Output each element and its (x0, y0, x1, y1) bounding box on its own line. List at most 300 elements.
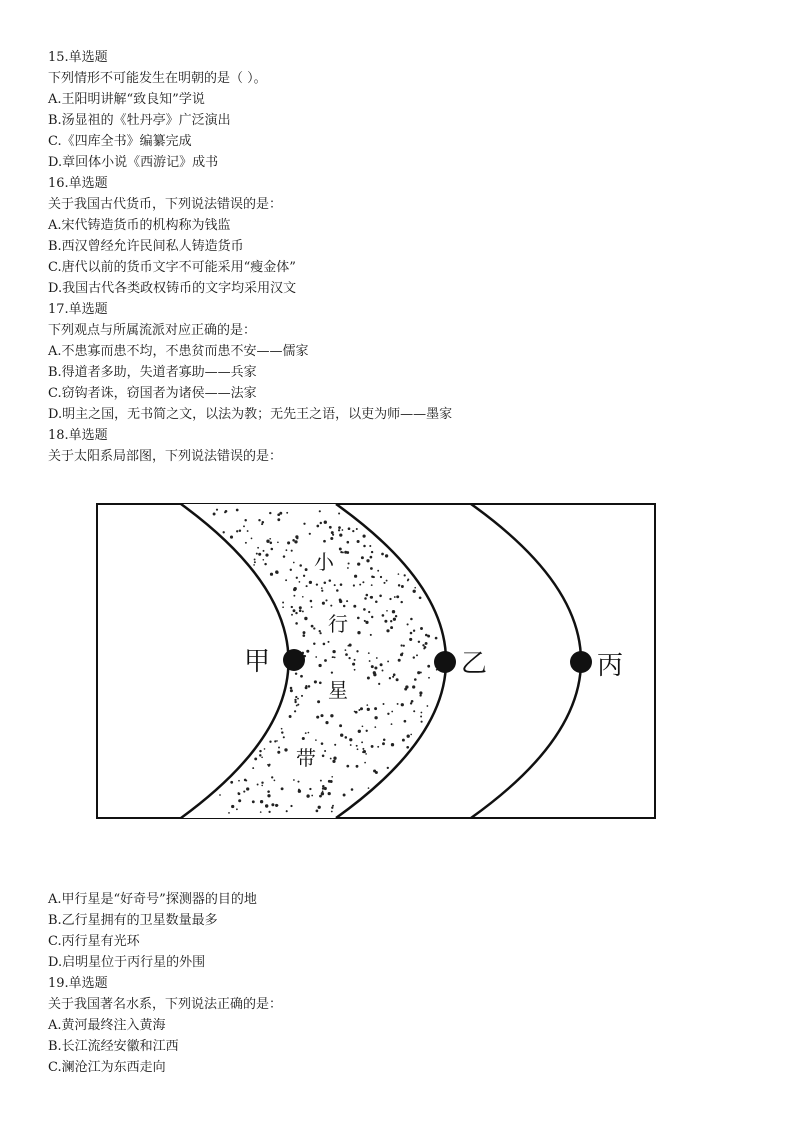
asteroid-dot (330, 780, 333, 783)
asteroid-dot (331, 811, 333, 813)
asteroid-dot (309, 788, 311, 790)
asteroid-dot (302, 596, 304, 598)
asteroid-dot (339, 548, 342, 551)
asteroid-dot (425, 642, 428, 645)
asteroid-dot (420, 716, 422, 718)
asteroid-dot (353, 584, 355, 586)
asteroid-dot (311, 795, 313, 797)
asteroid-dot (365, 753, 367, 755)
asteroid-dot (271, 776, 273, 778)
asteroid-dot (379, 595, 382, 598)
asteroid-dot (276, 571, 279, 574)
asteroid-dot (339, 533, 342, 536)
asteroid-dot (386, 629, 389, 632)
asteroid-dot (319, 510, 321, 512)
asteroid-dot (262, 559, 264, 561)
asteroid-dot (259, 754, 261, 756)
question-18-stem: 关于太阳系局部图，下列说法错误的是： (48, 449, 283, 464)
asteroid-dot (383, 703, 385, 705)
asteroid-dot (286, 512, 288, 514)
asteroid-dot (321, 792, 324, 795)
asteroid-dot (299, 581, 301, 583)
asteroid-dot (263, 550, 265, 552)
asteroid-dot (281, 731, 283, 733)
asteroid-dot (231, 805, 234, 808)
asteroid-dot (387, 713, 389, 715)
asteroid-dot (328, 792, 331, 795)
asteroid-dot (329, 526, 332, 529)
asteroid-dot (331, 807, 333, 809)
asteroid-dot (322, 785, 325, 788)
asteroid-dot (420, 671, 422, 673)
asteroid-dot (371, 616, 373, 618)
asteroid-dot (400, 601, 402, 603)
asteroid-dot (318, 806, 321, 809)
question-16-option-c: C.唐代以前的货币文字不可能采用“瘦金体” (48, 260, 296, 275)
asteroid-dot (315, 739, 317, 741)
asteroid-dot (297, 781, 299, 783)
asteroid-dot (370, 596, 373, 599)
asteroid-dot (308, 732, 310, 734)
asteroid-dot (387, 767, 389, 769)
asteroid-dot (297, 698, 299, 700)
asteroid-dot (355, 711, 358, 714)
asteroid-dot (303, 575, 305, 577)
asteroid-dot (342, 529, 344, 531)
asteroid-dot (269, 741, 271, 743)
asteroid-dot (322, 790, 324, 792)
asteroid-dot (278, 747, 280, 749)
question-15-option-a: A.王阳明讲解“致良知”学说 (48, 92, 205, 107)
asteroid-dot (407, 623, 409, 625)
asteroid-dot (293, 562, 295, 564)
asteroid-dot (305, 568, 308, 571)
asteroid-dot (294, 540, 297, 543)
asteroid-dot (322, 602, 325, 605)
asteroid-dot (261, 781, 263, 783)
asteroid-dot (313, 642, 315, 644)
asteroid-dot (332, 650, 335, 653)
asteroid-dot (419, 596, 422, 599)
asteroid-dot (359, 584, 361, 586)
asteroid-dot (331, 776, 333, 778)
asteroid-dot (373, 673, 376, 676)
asteroid-dot (366, 594, 369, 597)
question-19-stem: 关于我国著名水系，下列说法正确的是： (48, 997, 283, 1012)
question-16-option-b: B.西汉曾经允许民间私人铸造货币 (48, 239, 244, 254)
asteroid-dot (409, 638, 412, 641)
asteroid-dot (354, 659, 356, 661)
asteroid-dot (382, 670, 384, 672)
asteroid-dot (382, 742, 385, 745)
asteroid-dot (238, 780, 240, 782)
asteroid-dot (362, 748, 364, 750)
asteroid-dot (316, 716, 319, 719)
asteroid-dot (306, 650, 309, 653)
belt-char-3: 星 (328, 678, 348, 702)
asteroid-dot (358, 709, 360, 711)
asteroid-dot (305, 732, 307, 734)
asteroid-dot (293, 609, 296, 612)
asteroid-dot (364, 762, 366, 764)
asteroid-dot (421, 712, 423, 714)
asteroid-dot (324, 750, 326, 752)
asteroid-dot (224, 511, 226, 513)
asteroid-dot (371, 576, 373, 578)
asteroid-dot (368, 787, 370, 789)
asteroid-dot (368, 611, 370, 613)
asteroid-dot (330, 714, 333, 717)
asteroid-dot (253, 564, 255, 566)
asteroid-dot (290, 689, 293, 692)
question-17-option-d: D.明主之国，无书简之文，以法为教；无先王之语，以吏为师——墨家 (48, 407, 453, 422)
asteroid-dot (290, 805, 292, 807)
asteroid-dot (236, 808, 238, 810)
question-15-stem: 下列情形不可能发生在明朝的是（ ）。 (48, 71, 267, 86)
asteroid-dot (282, 602, 284, 604)
asteroid-dot (353, 605, 356, 608)
asteroid-dot (304, 617, 307, 620)
asteroid-dot (381, 553, 384, 556)
asteroid-dot (327, 641, 329, 643)
asteroid-dot (396, 595, 399, 598)
asteroid-dot (370, 556, 373, 559)
asteroid-dot (412, 685, 415, 688)
asteroid-dot (254, 757, 257, 760)
asteroid-dot (354, 669, 356, 671)
asteroid-dot (367, 708, 370, 711)
asteroid-dot (404, 574, 406, 576)
asteroid-dot (245, 542, 247, 544)
asteroid-dot (352, 530, 354, 532)
asteroid-dot (315, 656, 317, 658)
asteroid-dot (333, 757, 336, 760)
asteroid-dot (422, 644, 424, 646)
asteroid-dot (295, 535, 298, 538)
asteroid-dot (324, 787, 327, 790)
asteroid-dot (262, 521, 265, 524)
asteroid-dot (362, 725, 364, 727)
asteroid-dot (340, 734, 343, 737)
asteroid-dot (293, 779, 295, 781)
asteroid-dot (357, 617, 360, 620)
asteroid-dot (316, 525, 319, 528)
asteroid-dot (238, 799, 241, 802)
asteroid-dot (302, 737, 305, 740)
asteroid-dot (323, 540, 326, 543)
asteroid-dot (362, 581, 364, 583)
asteroid-dot (330, 758, 332, 760)
asteroid-dot (257, 547, 259, 549)
asteroid-dot (311, 625, 314, 628)
asteroid-dot (321, 590, 323, 592)
asteroid-dot (406, 746, 409, 749)
asteroid-dot (334, 584, 336, 586)
asteroid-dot (330, 605, 332, 607)
asteroid-dot (363, 608, 366, 611)
asteroid-dot (291, 550, 293, 552)
asteroid-dot (298, 789, 300, 791)
asteroid-dot (366, 730, 368, 732)
asteroid-dot (291, 614, 293, 616)
asteroid-dot (258, 553, 261, 556)
asteroid-dot (357, 540, 360, 543)
asteroid-dot (407, 735, 410, 738)
planet-jia-label: 甲 (244, 647, 271, 677)
asteroid-dot (332, 760, 335, 763)
asteroid-dot (391, 743, 394, 746)
asteroid-dot (274, 780, 276, 782)
asteroid-dot (374, 707, 377, 710)
asteroid-dot (332, 656, 334, 658)
question-16-option-a: A.宋代铸造货币的机构称为钱监 (48, 218, 231, 233)
asteroid-dot (344, 551, 347, 554)
asteroid-dot (329, 579, 332, 582)
asteroid-dot (277, 518, 280, 521)
asteroid-dot (287, 541, 290, 544)
asteroid-dot (375, 771, 378, 774)
question-16-header: 16.单选题 (48, 176, 108, 191)
question-15-option-b: B.汤显祖的《牡丹亭》广泛演出 (48, 113, 231, 128)
asteroid-dot (385, 554, 388, 557)
asteroid-dot (358, 730, 361, 733)
asteroid-dot (398, 573, 400, 575)
asteroid-dot (266, 540, 269, 543)
asteroid-dot (435, 637, 438, 640)
asteroid-dot (284, 748, 287, 751)
asteroid-dot (286, 549, 288, 551)
asteroid-dot (285, 579, 287, 581)
asteroid-dot (320, 632, 322, 634)
asteroid-dot (416, 654, 418, 656)
asteroid-dot (368, 652, 370, 654)
asteroid-dot (345, 736, 348, 739)
question-17-option-b: B.得道者多助，失道者寡助——兵家 (48, 365, 257, 380)
asteroid-dot (257, 784, 259, 786)
asteroid-dot (219, 794, 221, 796)
asteroid-dot (277, 751, 280, 754)
asteroid-dot (299, 609, 302, 612)
asteroid-dot (392, 610, 395, 613)
question-15-option-d: D.章回体小说《西游记》成书 (48, 155, 219, 170)
asteroid-dot (310, 600, 313, 603)
asteroid-dot (383, 738, 386, 741)
asteroid-dot (243, 791, 245, 793)
asteroid-dot (251, 538, 253, 540)
asteroid-dot (350, 744, 352, 746)
asteroid-dot (275, 804, 278, 807)
asteroid-dot (407, 579, 409, 581)
asteroid-dot (265, 554, 268, 557)
asteroid-dot (238, 792, 241, 795)
asteroid-dot (393, 618, 396, 621)
asteroid-dot (349, 644, 352, 647)
question-15-option-c: C.《四库全书》编纂完成 (48, 134, 192, 149)
asteroid-dot (404, 720, 407, 723)
asteroid-dot (320, 780, 322, 782)
asteroid-dot (268, 765, 270, 767)
asteroid-dot (282, 606, 284, 608)
question-18-option-b: B.乙行星拥有的卫星数量最多 (48, 913, 218, 928)
asteroid-dot (294, 699, 296, 701)
asteroid-dot (400, 653, 403, 656)
asteroid-dot (230, 536, 233, 539)
asteroid-dot (374, 726, 376, 728)
asteroid-dot (386, 610, 388, 612)
asteroid-dot (348, 562, 350, 564)
asteroid-dot (254, 559, 256, 561)
asteroid-dot (252, 800, 255, 803)
asteroid-dot (319, 795, 322, 798)
asteroid-dot (375, 600, 378, 603)
planet-jia-dot (283, 649, 305, 671)
asteroid-dot (334, 744, 336, 746)
asteroid-dot (413, 656, 415, 658)
question-16-stem: 关于我国古代货币，下列说法错误的是： (48, 197, 283, 212)
asteroid-dot (303, 523, 305, 525)
question-19-option-b: B.长江流经安徽和江西 (48, 1039, 179, 1054)
asteroid-dot (323, 643, 326, 646)
asteroid-dot (404, 688, 407, 691)
planet-yi-dot (434, 651, 456, 673)
asteroid-dot (286, 810, 288, 812)
asteroid-dot (265, 804, 268, 807)
asteroid-dot (410, 632, 413, 635)
asteroid-dot (259, 750, 261, 752)
asteroid-dot (293, 595, 295, 597)
asteroid-dot (297, 704, 299, 706)
asteroid-dot (401, 703, 404, 706)
asteroid-dot (317, 700, 320, 703)
asteroid-dot (316, 583, 318, 585)
asteroid-dot (374, 666, 377, 669)
asteroid-dot (294, 710, 296, 712)
asteroid-dot (414, 587, 416, 589)
asteroid-dot (302, 610, 304, 612)
belt-char-1: 小 (314, 550, 334, 574)
asteroid-dot (228, 812, 230, 814)
asteroid-dot (356, 765, 359, 768)
asteroid-dot (420, 627, 423, 630)
asteroid-dot (410, 734, 412, 736)
asteroid-dot (394, 596, 396, 598)
asteroid-dot (427, 635, 430, 638)
asteroid-dot (324, 581, 327, 584)
asteroid-dot (283, 555, 285, 557)
asteroid-dot (281, 787, 284, 790)
asteroid-dot (264, 748, 266, 750)
asteroid-dot (295, 622, 298, 625)
asteroid-dot (364, 620, 366, 622)
asteroid-dot (352, 663, 355, 666)
asteroid-dot (261, 785, 263, 787)
asteroid-dot (391, 711, 393, 713)
asteroid-dot (319, 630, 321, 632)
asteroid-dot (294, 701, 296, 703)
asteroid-dot (270, 542, 273, 545)
asteroid-dot (330, 537, 333, 540)
question-17-option-c: C.窃钩者诛，窃国者为诸侯——法家 (48, 386, 257, 401)
asteroid-dot (346, 765, 349, 768)
asteroid-dot (320, 714, 323, 717)
asteroid-dot (236, 530, 238, 532)
asteroid-dot (396, 678, 399, 681)
asteroid-dot (324, 521, 327, 524)
asteroid-dot (370, 567, 373, 570)
asteroid-dot (428, 677, 430, 679)
asteroid-dot (346, 600, 348, 602)
asteroid-dot (295, 672, 297, 674)
asteroid-dot (338, 512, 340, 514)
asteroid-dot (371, 745, 374, 748)
asteroid-dot (357, 748, 359, 750)
asteroid-dot (302, 634, 305, 637)
asteroid-dot (300, 675, 303, 678)
asteroid-dot (338, 526, 341, 529)
asteroid-dot (367, 677, 370, 680)
asteroid-dot (392, 676, 394, 678)
asteroid-dot (301, 695, 303, 697)
asteroid-dot (413, 630, 415, 632)
asteroid-dot (332, 805, 334, 807)
asteroid-dot (308, 685, 311, 688)
question-17-header: 17.单选题 (48, 302, 108, 317)
asteroid-dot (258, 519, 260, 521)
asteroid-dot (380, 576, 382, 578)
asteroid-dot (260, 800, 263, 803)
asteroid-dot (292, 539, 295, 542)
asteroid-dot (398, 584, 400, 586)
asteroid-dot (309, 581, 312, 584)
asteroid-dot (339, 600, 342, 603)
asteroid-dot (213, 513, 216, 516)
question-19-option-c: C.澜沧江为东西走向 (48, 1060, 166, 1075)
asteroid-dot (325, 721, 328, 724)
asteroid-dot (356, 745, 358, 747)
asteroid-dot (351, 788, 354, 791)
asteroid-dot (276, 740, 278, 742)
asteroid-dot (247, 530, 249, 532)
asteroid-dot (254, 561, 256, 563)
question-17-option-a: A.不患寡而患不均，不患贫而患不安——儒家 (48, 344, 309, 359)
asteroid-dot (382, 614, 385, 617)
asteroid-dot (305, 685, 307, 687)
asteroid-dot (347, 541, 350, 544)
asteroid-dot (256, 553, 258, 555)
asteroid-dot (306, 794, 309, 797)
asteroid-dot (348, 657, 350, 659)
asteroid-dot (321, 742, 324, 745)
asteroid-dot (361, 556, 364, 559)
asteroid-dot (296, 577, 298, 579)
question-18-option-c: C.丙行星有光环 (48, 934, 140, 949)
asteroid-dot (295, 696, 297, 698)
asteroid-dot (267, 794, 270, 797)
asteroid-dot (324, 659, 327, 662)
question-19-option-a: A.黄河最终注入黄海 (48, 1018, 166, 1033)
asteroid-dot (413, 590, 416, 593)
asteroid-dot (401, 644, 403, 646)
asteroid-dot (366, 559, 369, 562)
asteroid-dot (403, 645, 405, 647)
asteroid-dot (325, 599, 327, 601)
asteroid-dot (361, 741, 363, 743)
asteroid-dot (268, 811, 270, 813)
asteroid-dot (369, 660, 371, 662)
question-18-option-d: D.启明星位于丙行星的外围 (48, 955, 206, 970)
question-16-option-d: D.我国古代各类政权铸币的文字均采用汉文 (48, 281, 297, 296)
asteroid-dot (320, 522, 322, 524)
